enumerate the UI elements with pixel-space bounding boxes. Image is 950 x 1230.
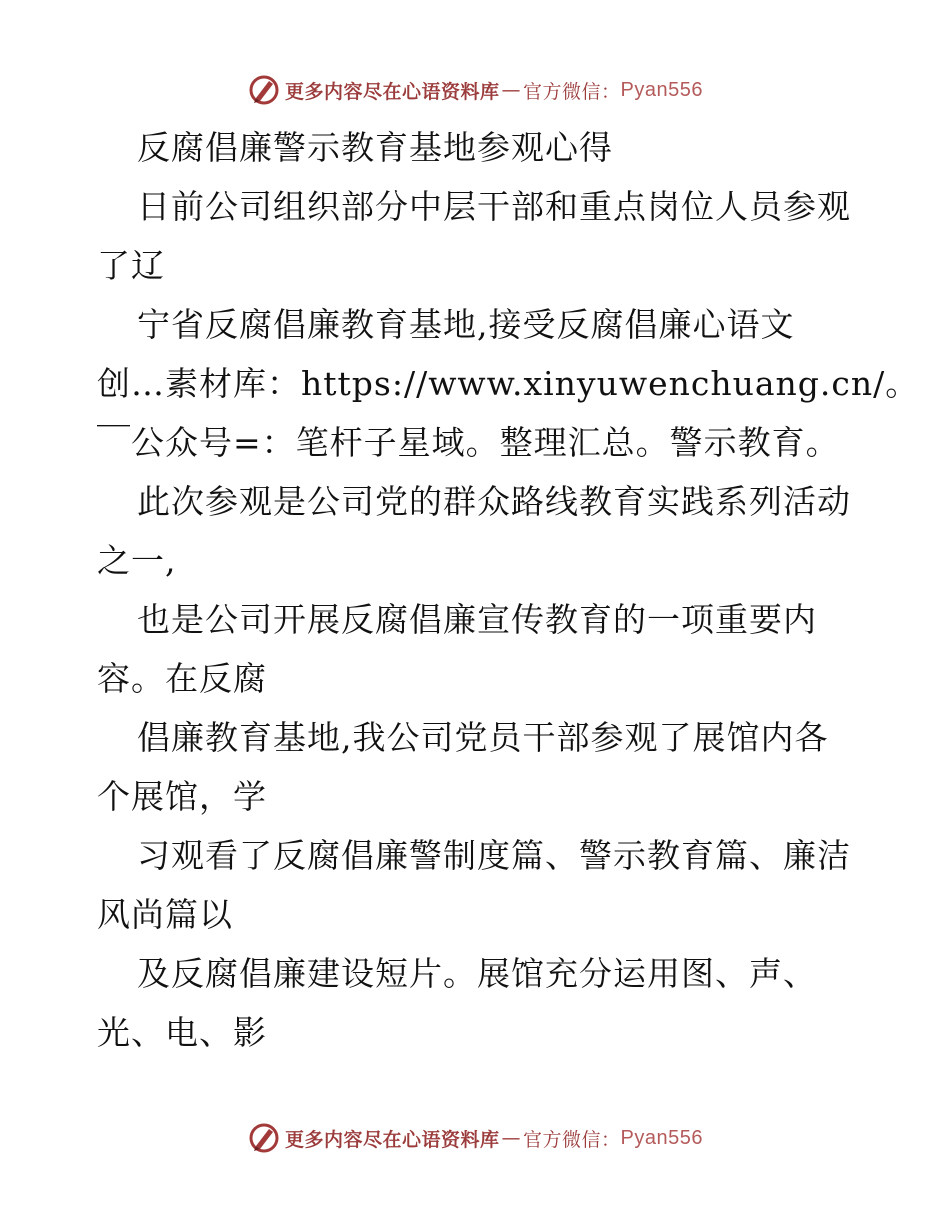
paragraph-line-url: 创…素材库：https://www.xinyuwenchuang.cn/。 — [97, 364, 920, 403]
paragraph-line: 此次参观是公司党的群众路线教育实践系列活动 — [137, 482, 851, 521]
paragraph-line: 及反腐倡廉建设短片。展馆充分运用图、声、 — [137, 954, 817, 993]
header-brand-text: 更多内容尽在心语资料库 — [285, 80, 500, 103]
header-banner — [0, 72, 950, 108]
footer-wechat-label: 官方微信： — [523, 1128, 621, 1151]
paragraph-line: 宁省反腐倡廉教育基地,接受反腐倡廉心语文 — [137, 305, 795, 344]
paragraph-line: 倡廉教育基地,我公司党员干部参观了展馆内各 — [137, 718, 829, 757]
paragraph-line: ￣公众号=：笔杆子星域。整理汇总。警示教育。 — [97, 423, 840, 462]
footer-dash: — — [501, 1127, 522, 1149]
paragraph-line: 之一, — [97, 541, 177, 580]
paragraph-line: 容。在反腐 — [97, 659, 267, 698]
document-body — [97, 118, 920, 1062]
footer-wechat-id: Pyan556 — [620, 1126, 703, 1149]
paragraph-line: 日前公司组织部分中层干部和重点岗位人员参观 — [137, 187, 851, 226]
paragraph-line: 风尚篇以 — [97, 895, 233, 934]
document-title: 反腐倡廉警示教育基地参观心得 — [137, 128, 613, 167]
paragraph-line: 也是公司开展反腐倡廉宣传教育的一项重要内 — [137, 600, 817, 639]
header-wechat-label: 官方微信： — [523, 80, 621, 103]
paragraph-line: 了辽 — [97, 246, 165, 285]
header-dash: — — [501, 79, 522, 101]
footer-banner — [0, 1120, 950, 1156]
paragraph-line: 光、电、影 — [97, 1013, 267, 1052]
pen-logo-icon — [247, 1121, 281, 1155]
paragraph-line: 习观看了反腐倡廉警制度篇、警示教育篇、廉洁 — [137, 836, 851, 875]
paragraph-line: 个展馆，学 — [97, 777, 267, 816]
pen-logo-icon — [247, 73, 281, 107]
header-wechat-id: Pyan556 — [620, 78, 703, 101]
footer-brand-text: 更多内容尽在心语资料库 — [285, 1128, 500, 1151]
